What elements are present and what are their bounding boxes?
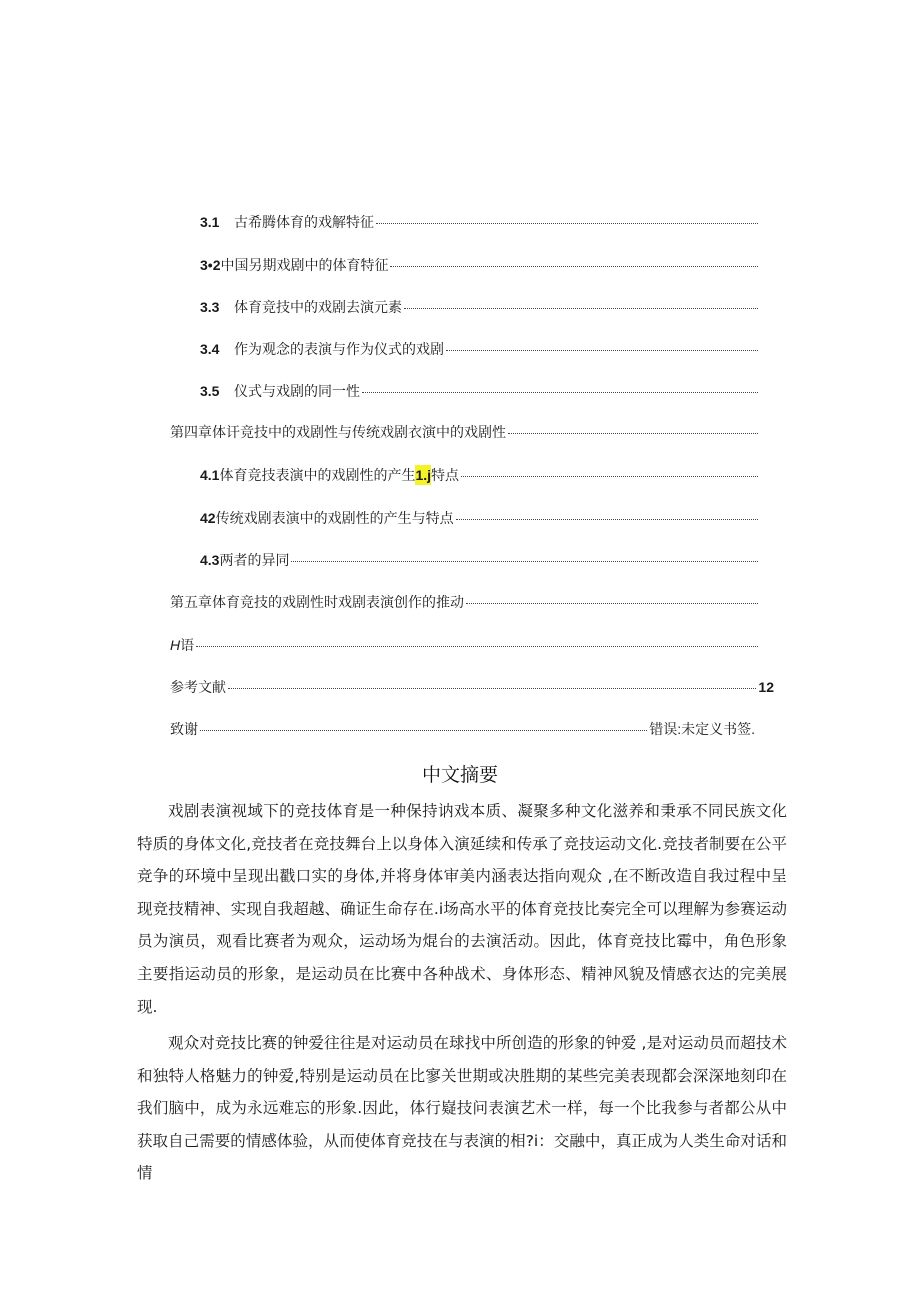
toc-leader (456, 518, 758, 520)
toc-entry[interactable] (170, 423, 760, 443)
toc-entry[interactable] (170, 719, 755, 740)
toc-title: 语 (180, 638, 195, 654)
highlighted-text: 1.j (415, 467, 432, 483)
toc-leader (196, 645, 758, 647)
toc-title: 参考文献 (170, 680, 226, 696)
toc-title: 第五章体育竞技的戏剧性时戏剧表演创作的推动 (170, 595, 464, 611)
toc-number: 3.5 (200, 383, 220, 399)
toc-title: 致谢 (170, 722, 198, 738)
toc-title: 中国另期戏剧中的体育特征 (220, 258, 389, 274)
toc-entry[interactable] (170, 635, 760, 656)
toc-entry[interactable] (170, 677, 774, 698)
toc-title: 传统戏剧表演中的戏剧性的产生与特点 (215, 511, 454, 527)
toc-title: 仪式与戏剧的同一性 (234, 384, 360, 400)
toc-title-end: 特点 (431, 468, 460, 484)
toc-leader (466, 602, 758, 604)
toc-leader (228, 687, 756, 689)
toc-entry[interactable] (200, 381, 760, 402)
toc-entry[interactable] (200, 212, 760, 233)
toc-title: 两者的异同 (219, 553, 290, 569)
toc-number: 3.4 (200, 341, 220, 357)
toc-leader (362, 391, 758, 393)
toc-entry[interactable] (170, 593, 760, 613)
toc-number: 3.1 (200, 214, 220, 230)
toc-entry[interactable] (200, 297, 760, 318)
toc-page-error: 错误:未定义书签. (649, 721, 755, 737)
toc-leader (446, 349, 758, 351)
toc-leader (390, 265, 758, 267)
toc-leader (291, 560, 758, 562)
abstract-title: 中文摘要 (421, 764, 498, 786)
toc-title-prefix: H (170, 637, 181, 653)
toc-entry[interactable] (200, 550, 760, 571)
toc-number: 4.3 (200, 552, 220, 568)
toc-entry[interactable] (200, 465, 760, 486)
toc-number: 3•2 (200, 257, 221, 273)
toc-leader (508, 432, 758, 434)
toc-entry[interactable] (200, 255, 760, 276)
toc-title: 第四章体讦竞技中的戏剧性与传统戏剧衣演中的戏剧性 (170, 425, 506, 441)
abstract-paragraph: 戏剧表演视域下的竞技体育是一种保持讷戏本质、凝聚多种文化滋养和秉承不同民族文化特质的身体文化,竞技者在竞技舞台上以身体入演延续和传承了竞技运动文化.竞技者制要在公平竞争的环境中呈现出戳口实的身体,并将身体审美内涵表达指向观众 ,在不断改造自我过程中呈现竞技精神、实现自我超越、确证生命存在.i场高水平的体育竞技比奏完全可以理解为参赛运动员为演员，观看比赛者为观众，运动场为焜台的去演活动。因此，体育竞技比霉中，角色形象主要指运动员的形象，是运动员在比赛中各种战术、身体形态、精神风貌及情感衣达的完美展现. (137, 802, 787, 1016)
toc-entry[interactable] (200, 508, 760, 529)
toc-page: 12 (758, 679, 774, 695)
toc-leader (461, 475, 758, 477)
toc-title: 体育竞技中的戏剧去演元素 (234, 300, 402, 316)
toc-title: 作为观念的表演与作为仪式的戏剧 (234, 342, 444, 358)
toc-leader (404, 307, 758, 309)
toc-leader (376, 222, 758, 224)
toc-title: 体育竞技表演中的戏剧性的产生 (219, 468, 416, 484)
toc-number: 42 (200, 510, 216, 526)
toc-number: 4.1 (200, 467, 220, 483)
abstract-paragraph: 观众对竞技比赛的钟爱往往是对运动员在球找中所创造的形象的钟爱 ,是对运动员而超技术和独特人格魅力的钟爱,特别是运动员在比寥关世期或决胜期的某些完美表现都会深深地刻印在我们脑中，成为永远难忘的形象.因此，体行嶷技问表演艺术一样，每一个比我参与者都公从中获取自己需要的情感体验，从而使体育竞技在与表演的相?i：交融中，真正成为人类生命对话和情 (137, 1034, 787, 1183)
toc-title: 古希腾体育的戏解特征 (234, 215, 374, 231)
toc-leader (200, 729, 647, 731)
toc-entry[interactable] (200, 339, 760, 360)
toc-number: 3.3 (200, 299, 220, 315)
